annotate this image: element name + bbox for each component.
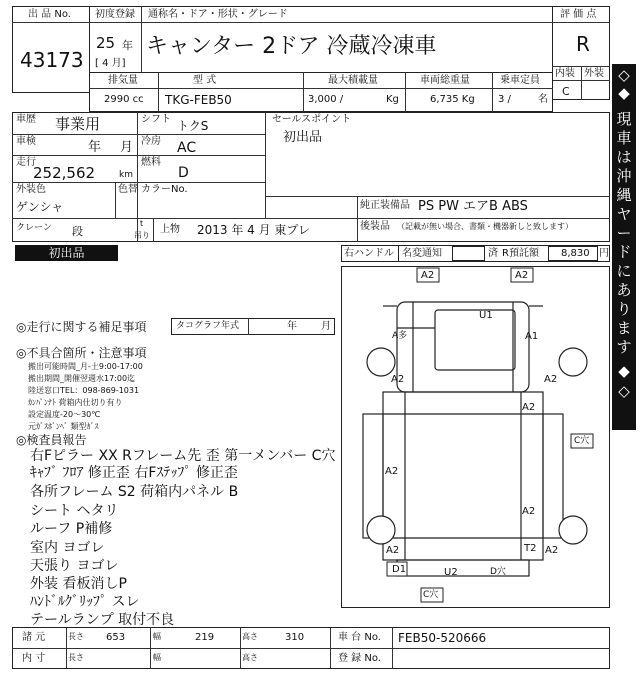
banner-char: ◇ — [618, 382, 630, 400]
banner-char: り — [616, 300, 632, 318]
exterior-color-value: ゲンシャ — [16, 200, 64, 214]
damage-label: C穴 — [423, 590, 439, 600]
model-label: 型 式 — [193, 75, 217, 86]
small-note: 搬出可能時間_月-土9:00-17:00 — [28, 362, 143, 371]
crane-steps: 段 — [72, 225, 83, 238]
damage-label: A1 — [525, 331, 539, 342]
inspection-label: 車検 — [16, 136, 36, 147]
interior-grade: C — [562, 85, 570, 98]
lot-number: 43173 — [20, 48, 84, 72]
damage-label: A2 — [545, 545, 559, 556]
crane-label: クレーン — [16, 223, 52, 233]
banner-char: 車 — [616, 129, 632, 147]
damage-label: A多 — [392, 331, 408, 341]
defects-label: ◎不具合箇所・注意事項 — [16, 346, 147, 360]
max-load: 3,000 / — [308, 94, 344, 105]
small-note: 陸送窓口TEL：098-869-1031 — [28, 386, 140, 395]
equipment-value: PS PW エアB ABS — [418, 199, 528, 214]
damage-label: A2 — [515, 270, 529, 281]
right-hand-label: 右ハンドル — [344, 248, 394, 259]
equipment-label: 純正装備品 — [360, 200, 410, 211]
width-value: 219 — [195, 632, 215, 643]
capacity-label: 乗車定員 — [500, 75, 540, 86]
banner-char: ◆ — [618, 84, 630, 102]
driving-notes-label: ◎走行に関する補足事項 — [16, 320, 147, 334]
car-name: キャンター 2ドア 冷蔵冷凍車 — [146, 34, 437, 59]
damage-label: A2 — [385, 466, 399, 477]
history-label: 車歴 — [16, 114, 36, 125]
tachograph-label: タコグラフ年式 — [176, 321, 240, 331]
banner-char: ま — [616, 319, 632, 337]
inspector-label: ◎検査員報告 — [16, 433, 87, 447]
banner-char: ー — [616, 224, 632, 242]
recycle-done: 済 — [488, 248, 498, 259]
crane-hang: 吊り — [134, 231, 150, 240]
top-value: 2013 年 4 月 東プレ — [197, 223, 310, 237]
small-note: 搬出期間_開催翌週水17:00迄 — [28, 374, 136, 383]
banner-char: ◇ — [618, 66, 630, 84]
sales-point-label: セールスポイント — [272, 114, 352, 125]
damage-label: C穴 — [574, 436, 590, 446]
cab-inner — [435, 310, 515, 370]
small-note: 設定温度-20～30℃ — [28, 410, 101, 419]
in-length-label: 長さ — [68, 653, 84, 662]
dimensions-label: 諸 元 — [22, 632, 46, 643]
damage-label: A2 — [522, 402, 536, 413]
inspector-line: 外装 看板消しP — [30, 576, 127, 592]
reg-month: [ 4 月] — [95, 58, 126, 69]
inspector-line: 天張り ヨゴレ — [30, 558, 119, 574]
aircon-value: AC — [177, 140, 197, 156]
first-listing-banner: 初出品 — [15, 245, 118, 261]
history-value: 事業用 — [55, 115, 101, 133]
exterior-color-label: 外装色 — [16, 184, 46, 195]
banner-char: あ — [616, 281, 632, 299]
truck-outline-svg — [341, 266, 610, 608]
in-width-label: 幅 — [153, 653, 161, 662]
chassis-label: 車 台 No. — [338, 632, 381, 643]
inspector-line: シート ヘタリ — [30, 503, 119, 519]
inspector-line: ｷｬﾌﾞ ﾌﾛｱ 修正歪 右Fｽﾃｯﾌﾟ 修正歪 — [30, 465, 238, 481]
displacement-label: 排気量 — [108, 75, 138, 86]
banner-char: ヤ — [616, 205, 632, 223]
height-label: 高さ — [242, 632, 258, 641]
registration-label: 登 録 No. — [338, 653, 381, 664]
shift-value: トクS — [177, 119, 209, 133]
interior-grade-label: 内装 — [555, 68, 575, 79]
lot-label: 出 品 No. — [28, 9, 71, 20]
max-load-label: 最大積載量 — [328, 75, 378, 86]
fuel-value: D — [178, 165, 189, 181]
color-no-label: カラーNo. — [141, 184, 188, 195]
interior-size-label: 内 寸 — [22, 653, 46, 664]
chassis-number: FEB50-520666 — [398, 631, 487, 645]
box-body — [383, 392, 543, 560]
length-value: 653 — [106, 632, 126, 643]
inspector-line: 各所フレーム S2 荷箱内パネル B — [30, 484, 239, 500]
first-reg-label: 初度登録 — [95, 9, 135, 20]
damage-label: A2 — [386, 545, 400, 556]
exterior-grade-label: 外装 — [584, 68, 604, 79]
damage-label: A2 — [544, 374, 558, 385]
banner-char: ド — [616, 243, 632, 261]
aftermarket-note: （記載が無い場合、書類・機器新しと致します） — [397, 222, 573, 231]
inspector-line: 室内 ヨゴレ — [30, 540, 105, 556]
title-change-label: 名変通知 — [402, 248, 442, 259]
sales-point-value: 初出品 — [283, 130, 323, 145]
capacity: 3 / — [498, 94, 511, 105]
recycle-unit: 円 — [599, 248, 609, 259]
damage-label: U2 — [444, 567, 458, 578]
grade-label: 評 価 点 — [560, 9, 597, 20]
grade-value: R — [576, 32, 590, 56]
length-label: 長さ — [68, 632, 84, 641]
damage-label: A2 — [421, 270, 435, 281]
title-change-value — [452, 246, 485, 261]
car-name-label: 通称名・ドア・形状・グレード — [148, 9, 288, 20]
banner-char: に — [616, 262, 632, 280]
recycle-fee: 8,830 — [561, 248, 590, 259]
width-label: 幅 — [153, 632, 161, 641]
in-height-label: 高さ — [242, 653, 258, 662]
aftermarket-label: 後装品 — [360, 221, 390, 232]
inspector-line: テールランプ 取付不良 — [30, 612, 175, 628]
damage-label: T2 — [524, 543, 537, 554]
mileage-label: 走行 — [16, 157, 36, 168]
mileage-unit: km — [119, 170, 133, 180]
damage-label: A2 — [391, 374, 405, 385]
damage-label: A2 — [522, 506, 536, 517]
model: TKG-FEB50 — [165, 93, 232, 107]
fuel-label: 燃料 — [141, 157, 161, 168]
damage-label: D1 — [392, 564, 407, 575]
inspection-month: 月 — [120, 140, 134, 155]
total-weight: 6,735 Kg — [430, 94, 475, 105]
inspector-line: ルーフ P補修 — [30, 521, 113, 537]
crane-tonnage: t — [140, 219, 144, 228]
tachograph-year: 年 — [287, 321, 297, 332]
height-value: 310 — [285, 632, 305, 643]
recycle-fee-label: R預託額 — [502, 248, 539, 259]
inspection-year: 年 — [88, 140, 102, 155]
inspector-line: 右Fピラー XX Rフレーム先 歪 第一メンバー C穴 — [30, 448, 336, 464]
banner-char: す — [616, 338, 632, 356]
capacity-unit: 名 — [538, 94, 548, 105]
reg-year-unit: 年 — [122, 39, 133, 52]
reg-year: 25 — [96, 34, 116, 52]
banner-char: ◆ — [618, 362, 630, 380]
max-load-unit: Kg — [386, 94, 399, 105]
aircon-label: 冷房 — [141, 136, 161, 147]
banner-char: 現 — [616, 110, 632, 128]
location-banner — [612, 64, 636, 430]
color-change-label: 色替 — [118, 184, 138, 195]
mileage-value: 252,562 — [33, 164, 96, 182]
banner-char: は — [616, 148, 632, 166]
displacement: 2990 cc — [104, 94, 144, 105]
tachograph-month: 月 — [321, 321, 331, 332]
small-note: 元ｶﾞｽﾎﾞﾝﾍﾞ 類型ｶﾞｽ — [28, 422, 99, 431]
banner-char: 沖 — [616, 167, 632, 185]
total-weight-label: 車両総重量 — [420, 75, 470, 86]
banner-char: 縄 — [616, 186, 632, 204]
damage-label: D穴 — [490, 567, 506, 577]
top-label: 上物 — [160, 224, 180, 235]
damage-label: U1 — [479, 310, 493, 321]
small-note: ｶﾝﾊﾟﾝﾅﾄ 荷箱内仕切り有り — [28, 398, 123, 407]
shift-label: シフト — [141, 114, 171, 125]
cab-outline — [397, 302, 529, 392]
inspector-line: ﾊﾝﾄﾞﾙｸﾞﾘｯﾌﾟ スレ — [30, 594, 140, 610]
